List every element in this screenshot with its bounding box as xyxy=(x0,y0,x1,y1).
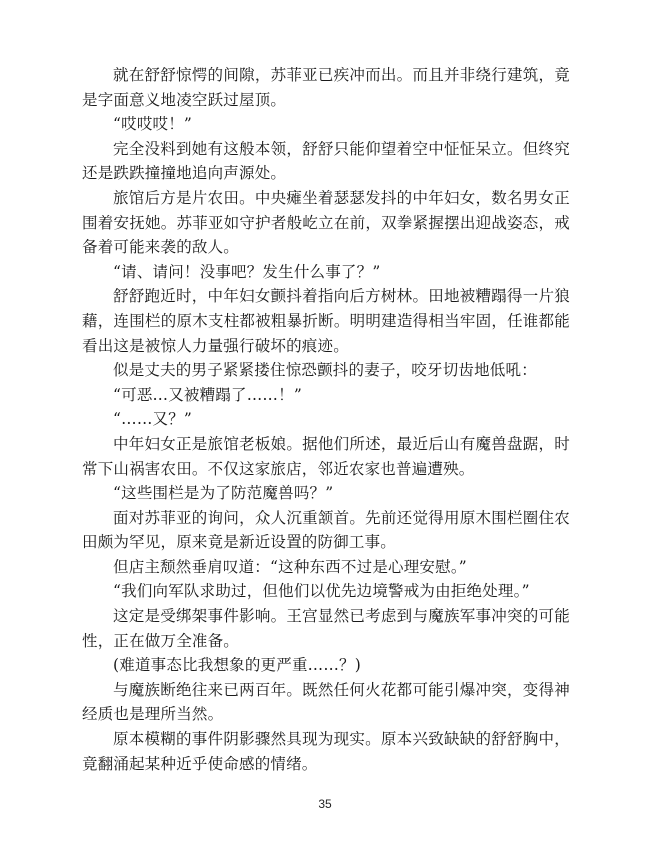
paragraph: 完全没料到她有这般本领，舒舒只能仰望着空中怔怔呆立。但终究还是跌跌撞撞地追向声源处。 xyxy=(82,139,570,183)
paragraph: “这些围栏是为了防范魔兽吗？” xyxy=(113,484,334,503)
page-number: 35 xyxy=(318,797,332,811)
paragraph: “……又？” xyxy=(113,410,193,429)
paragraph: “可恶…又被糟蹋了……！” xyxy=(113,385,302,404)
paragraph: “哎哎哎！” xyxy=(113,115,193,134)
paragraph: 舒舒跑近时，中年妇女颤抖着指向后方树林。田地被糟蹋得一片狼藉，连围栏的原木支柱都被粗暴折断。明明建造得相当牢固，任谁都能看出这是被惊人力量强行破坏的痕迹。 xyxy=(82,287,570,355)
paragraph: 就在舒舒惊愕的间隙，苏菲亚已疾冲而出。而且并非绕行建筑，竟是字面意义地凌空跃过屋顶。 xyxy=(82,66,570,109)
paragraph: 旅馆后方是片农田。中央瘫坐着瑟瑟发抖的中年妇女，数名男女正围着安抚她。苏菲亚如守护者般屹立在前，双拳紧握摆出迎战姿态，戒备着可能来袭的敌人。 xyxy=(82,188,570,257)
paragraph: “我们向军队求助过，但他们以优先边境警戒为由拒绝处理。” xyxy=(113,582,530,601)
paragraph: 这定是受绑架事件影响。王宫显然已考虑到与魔族军事冲突的可能性，正在做万全准备。 xyxy=(82,607,570,650)
body-text xyxy=(82,63,570,776)
paragraph: 与魔族断绝往来已两百年。既然任何火花都可能引爆冲突，变得神经质也是理所当然。 xyxy=(82,680,570,724)
paragraph: (难道事态比我想象的更严重……？) xyxy=(113,656,361,675)
paragraph: 中年妇女正是旅馆老板娘。据他们所述，最近后山有魔兽盘踞，时常下山祸害农田。不仅这家旅店，邻近农家也普遍遭殃。 xyxy=(82,434,570,478)
paragraph: “请、请问！没事吧？发生什么事了？” xyxy=(113,262,381,281)
paragraph: 面对苏菲亚的询问，众人沉重颔首。先前还觉得用原木围栏圈住农田颇为罕见，原来竟是新近设置的防御工事。 xyxy=(82,508,570,552)
paragraph: 但店主颓然垂肩叹道：“这种东西不过是心理安慰。” xyxy=(113,557,467,576)
paragraph: 似是丈夫的男子紧紧搂住惊恐颤抖的妻子，咬牙切齿地低吼： xyxy=(113,361,537,380)
paragraph: 原本模糊的事件阴影骤然具现为现实。原本兴致缺缺的舒舒胸中，竟翻涌起某种近乎使命感的情绪。 xyxy=(82,730,570,773)
